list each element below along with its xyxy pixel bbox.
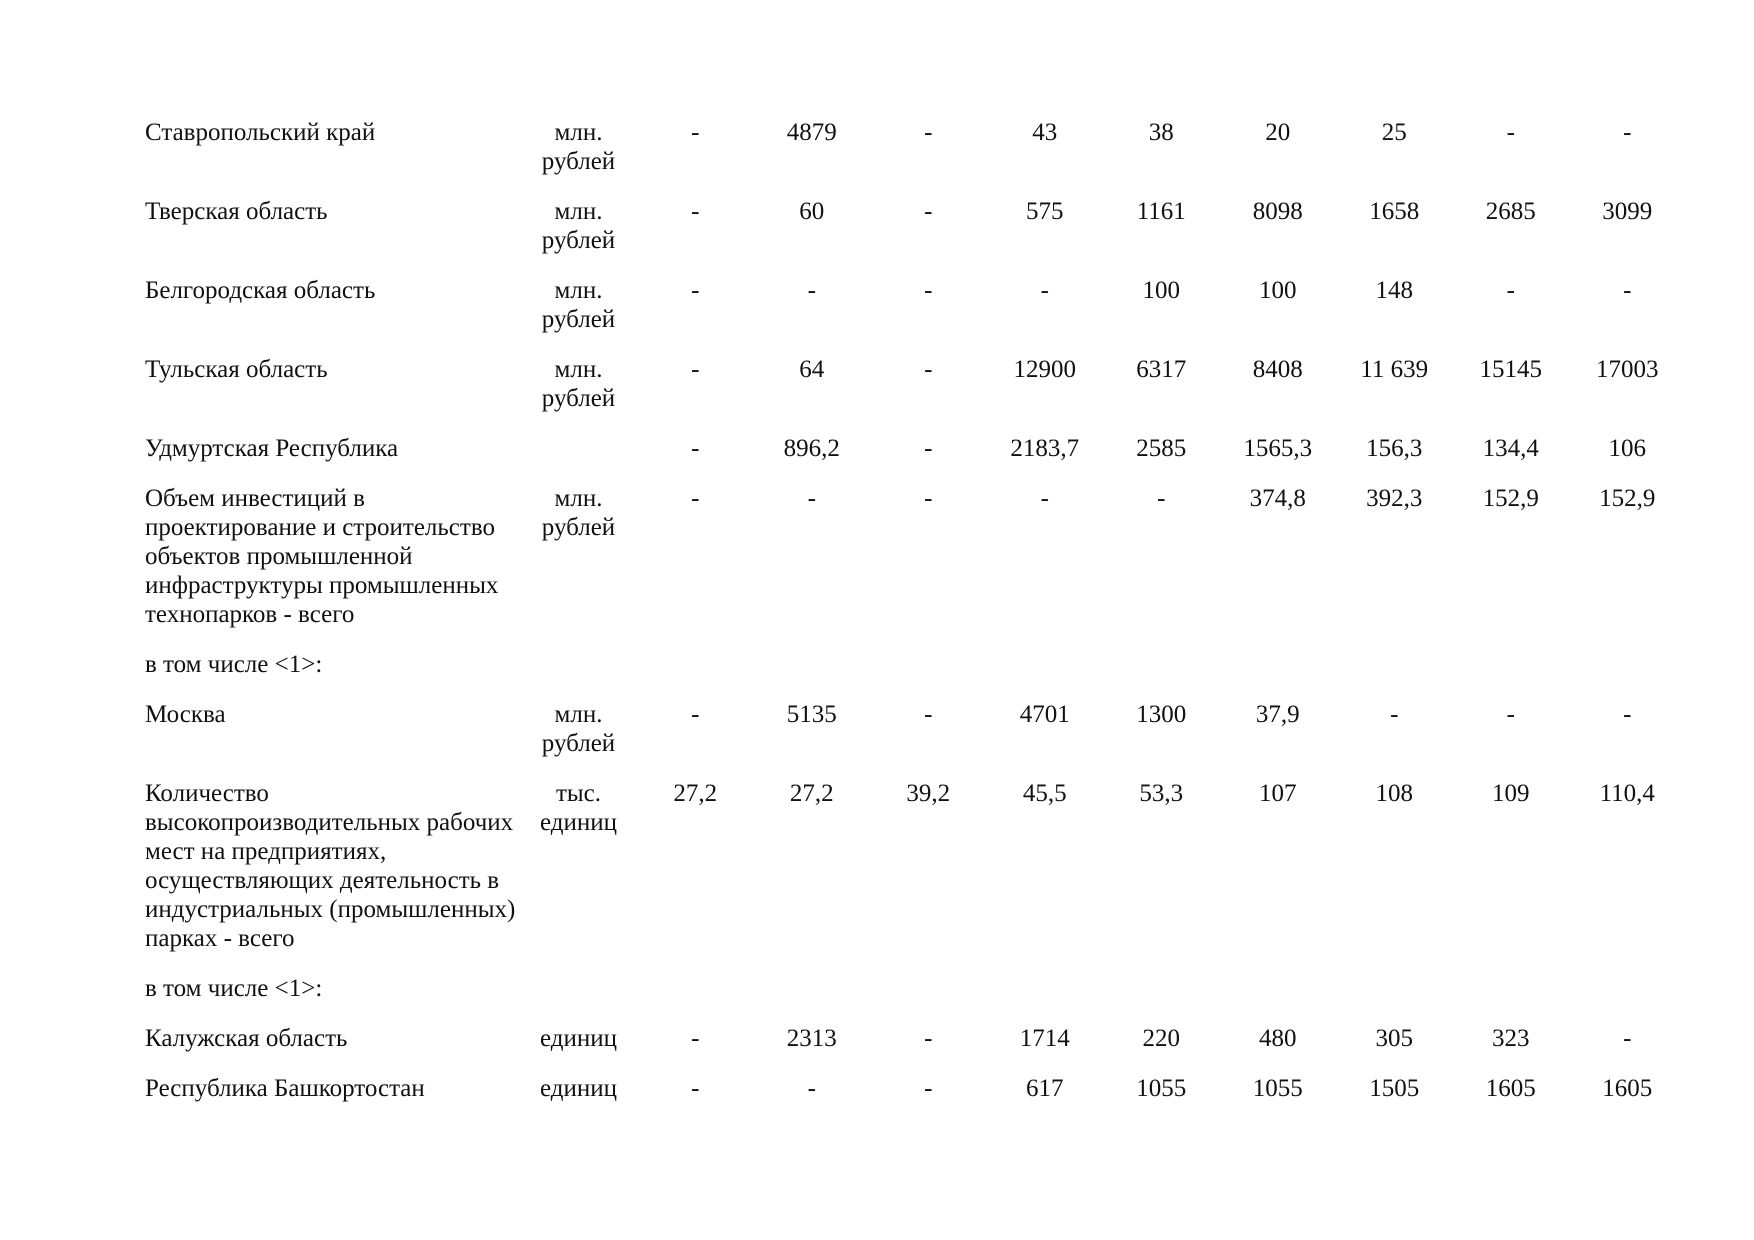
value-cell: 152,9: [1482, 485, 1539, 512]
value-cell: 100: [1142, 277, 1180, 304]
indicator-name-cell: Тульская область: [145, 356, 328, 383]
value-cell: 39,2: [906, 780, 951, 807]
value-cell: 20: [1265, 119, 1291, 146]
value-cell: 220: [1142, 1025, 1180, 1052]
value-cell: 106: [1608, 435, 1646, 462]
unit-cell: млн. рублей: [541, 119, 616, 175]
value-cell: -: [1623, 1025, 1632, 1052]
value-cell: -: [924, 485, 933, 512]
value-cell: 1300: [1136, 701, 1187, 728]
value-cell: 53,3: [1139, 780, 1184, 807]
value-cell: 27,2: [673, 780, 718, 807]
value-cell: -: [924, 701, 933, 728]
value-cell: 64: [799, 356, 825, 383]
value-cell: -: [924, 435, 933, 462]
value-cell: 108: [1375, 780, 1413, 807]
value-cell: 392,3: [1366, 485, 1423, 512]
value-cell: 1161: [1136, 198, 1186, 225]
value-cell: -: [924, 119, 933, 146]
value-cell: 27,2: [789, 780, 834, 807]
table-row: [145, 276, 1686, 355]
indicator-name-cell: Объем инвестиций в проектирование и строительство объектов промышленной инфраструктуры промышленных технопарков - всего: [145, 485, 499, 628]
subheading-text: в том числе <1>:: [145, 975, 323, 1002]
table-row: [145, 779, 1686, 974]
value-cell: 109: [1492, 780, 1530, 807]
table-row: [145, 197, 1686, 276]
value-cell: 1055: [1136, 1075, 1187, 1102]
value-cell: 43: [1032, 119, 1058, 146]
value-cell: -: [924, 1075, 933, 1102]
value-cell: 8098: [1252, 198, 1303, 225]
value-cell: 134,4: [1482, 435, 1539, 462]
indicator-name-cell: Белгородская область: [145, 277, 376, 304]
value-cell: -: [691, 701, 700, 728]
table-row: [145, 355, 1686, 434]
value-cell: 6317: [1136, 356, 1187, 383]
indicator-name-cell: Удмуртская Республика: [145, 435, 399, 462]
indicator-name-cell: Москва: [145, 701, 226, 728]
value-cell: -: [924, 277, 933, 304]
value-cell: -: [691, 119, 700, 146]
statistics-table: [145, 118, 1686, 1124]
value-cell: -: [1040, 485, 1049, 512]
unit-cell: [520, 434, 637, 484]
value-cell: 2183,7: [1010, 435, 1080, 462]
table-row: [145, 1074, 1686, 1124]
value-cell: -: [691, 198, 700, 225]
value-cell: -: [924, 356, 933, 383]
value-cell: 12900: [1013, 356, 1076, 383]
value-cell: 11 639: [1360, 356, 1429, 383]
indicator-name-cell: Республика Башкортостан: [145, 1075, 425, 1102]
value-cell: -: [1390, 701, 1399, 728]
table-row: [145, 118, 1686, 197]
unit-cell: единиц: [539, 1075, 617, 1102]
value-cell: -: [1040, 277, 1049, 304]
value-cell: 4879: [786, 119, 837, 146]
unit-cell: млн. рублей: [541, 198, 616, 254]
value-cell: 305: [1375, 1025, 1413, 1052]
value-cell: 480: [1259, 1025, 1297, 1052]
subheading-text: в том числе <1>:: [145, 651, 323, 678]
value-cell: -: [691, 356, 700, 383]
value-cell: -: [691, 485, 700, 512]
value-cell: 1605: [1485, 1075, 1536, 1102]
value-cell: 575: [1026, 198, 1064, 225]
value-cell: 374,8: [1249, 485, 1306, 512]
value-cell: 60: [799, 198, 825, 225]
indicator-name-cell: Количество высокопроизводительных рабочих мест на предприятиях, осуществляющих деятельность в индустриальных (промышленных) парках - всего: [145, 780, 516, 952]
value-cell: -: [1157, 485, 1166, 512]
value-cell: 1658: [1369, 198, 1420, 225]
value-cell: -: [924, 1025, 933, 1052]
value-cell: 4701: [1019, 701, 1070, 728]
value-cell: 617: [1026, 1075, 1064, 1102]
value-cell: -: [807, 277, 816, 304]
unit-cell: млн. рублей: [541, 485, 616, 541]
value-cell: 2585: [1136, 435, 1187, 462]
unit-cell: млн. рублей: [541, 356, 616, 412]
table-subheading-row: [145, 650, 1686, 700]
value-cell: 148: [1375, 277, 1413, 304]
value-cell: -: [691, 435, 700, 462]
table-row: [145, 700, 1686, 779]
table-body: [145, 118, 1686, 1124]
value-cell: 17003: [1596, 356, 1659, 383]
value-cell: 110,4: [1599, 780, 1655, 807]
value-cell: 896,2: [783, 435, 840, 462]
value-cell: 323: [1492, 1025, 1530, 1052]
value-cell: -: [1506, 119, 1515, 146]
unit-cell: единиц: [539, 1025, 617, 1052]
unit-cell: млн. рублей: [541, 277, 616, 333]
value-cell: 37,9: [1255, 701, 1300, 728]
value-cell: 3099: [1602, 198, 1653, 225]
value-cell: 2685: [1485, 198, 1536, 225]
value-cell: -: [807, 485, 816, 512]
value-cell: -: [924, 198, 933, 225]
table-row: [145, 1024, 1686, 1074]
value-cell: 100: [1259, 277, 1297, 304]
table-row: [145, 434, 1686, 484]
value-cell: -: [691, 277, 700, 304]
value-cell: 2313: [786, 1025, 837, 1052]
value-cell: -: [1506, 277, 1515, 304]
table-subheading-row: [145, 974, 1686, 1024]
value-cell: -: [1623, 277, 1632, 304]
value-cell: -: [1506, 701, 1515, 728]
indicator-name-cell: Тверская область: [145, 198, 328, 225]
value-cell: 1565,3: [1243, 435, 1313, 462]
unit-cell: млн. рублей: [541, 701, 616, 757]
value-cell: 1605: [1602, 1075, 1653, 1102]
value-cell: -: [807, 1075, 816, 1102]
value-cell: -: [1623, 701, 1632, 728]
value-cell: 1505: [1369, 1075, 1420, 1102]
value-cell: 25: [1381, 119, 1407, 146]
value-cell: 38: [1148, 119, 1174, 146]
value-cell: 45,5: [1022, 780, 1067, 807]
value-cell: 5135: [786, 701, 837, 728]
value-cell: 1714: [1019, 1025, 1070, 1052]
indicator-name-cell: Калужская область: [145, 1025, 348, 1052]
table-row: [145, 484, 1686, 650]
value-cell: -: [691, 1025, 700, 1052]
value-cell: 152,9: [1599, 485, 1656, 512]
indicator-name-cell: Ставропольский край: [145, 119, 376, 146]
value-cell: 156,3: [1366, 435, 1423, 462]
value-cell: -: [1623, 119, 1632, 146]
value-cell: 15145: [1479, 356, 1542, 383]
value-cell: 1055: [1252, 1075, 1303, 1102]
value-cell: 107: [1259, 780, 1297, 807]
unit-cell: тыс. единиц: [539, 780, 617, 836]
value-cell: -: [691, 1075, 700, 1102]
value-cell: 8408: [1252, 356, 1303, 383]
